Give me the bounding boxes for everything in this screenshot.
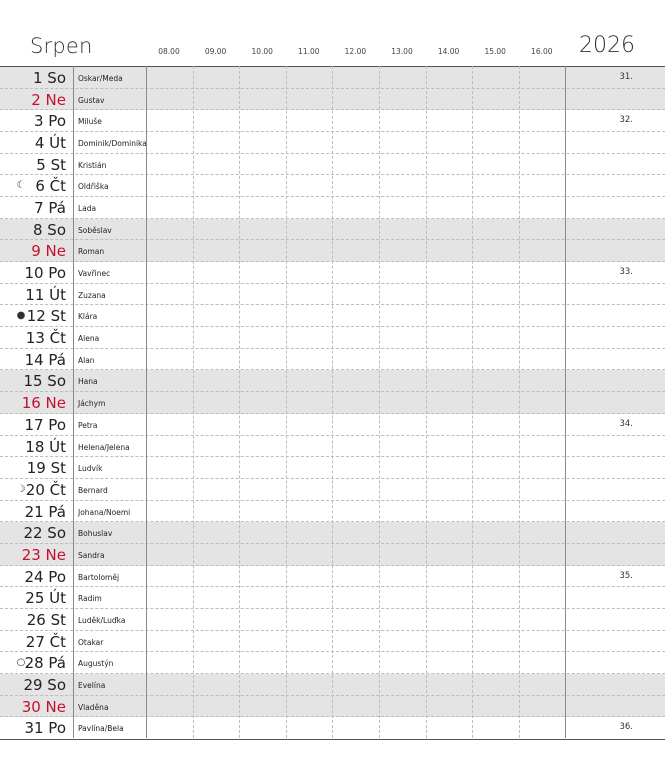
name-day: Johana/Noemi — [78, 507, 131, 517]
name-day: Augustýn — [78, 659, 114, 669]
name-day: Hana — [78, 377, 98, 387]
hour-label: 11.00 — [298, 47, 320, 56]
grid-column-line — [239, 66, 240, 738]
day-label: 6 Čt — [35, 177, 66, 196]
name-day: Otakar — [78, 637, 104, 647]
name-day: Miluše — [78, 117, 102, 127]
grid-column-line — [146, 66, 147, 738]
moon-phase-icon: ☾ — [16, 180, 26, 192]
name-day: Bartoloměj — [78, 572, 120, 582]
moon-phase-icon: ● — [16, 310, 26, 322]
grid-column-line — [565, 66, 566, 738]
hour-label: 10.00 — [251, 47, 273, 56]
week-number: 32. — [619, 115, 633, 126]
day-label: 12 St — [26, 307, 66, 326]
name-day: Vavřinec — [78, 269, 111, 279]
name-day: Ludvík — [78, 464, 103, 474]
day-label: 8 So — [32, 220, 66, 239]
name-day: Helena/Jelena — [78, 442, 130, 452]
hour-label: 12.00 — [344, 47, 367, 56]
day-label: 11 Út — [25, 285, 66, 304]
name-day: Alan — [78, 355, 95, 365]
name-day: Alena — [78, 334, 100, 344]
day-label: 29 So — [23, 675, 66, 694]
name-day: Bohuslav — [78, 529, 113, 539]
hour-label: 13.00 — [391, 47, 413, 56]
day-label: 5 St — [36, 155, 66, 174]
name-day: Sandra — [78, 550, 105, 560]
day-label: 10 Po — [24, 264, 66, 283]
name-day: Bernard — [78, 485, 108, 495]
day-label: 27 Čt — [25, 632, 66, 651]
week-number: 33. — [619, 267, 633, 278]
day-label: 23 Ne — [21, 545, 66, 564]
grid-column-line — [379, 66, 380, 738]
moon-phase-icon: ☽ — [16, 483, 26, 495]
day-label: 17 Po — [24, 415, 66, 434]
day-label: 25 Út — [25, 589, 66, 608]
calendar-header — [0, 0, 665, 66]
day-label: 30 Ne — [21, 697, 66, 716]
day-label: 18 Út — [25, 437, 66, 456]
name-day: Jáchym — [78, 399, 106, 409]
grid-column-line — [472, 66, 473, 738]
moon-phase-icon: ○ — [16, 657, 26, 669]
name-day: Klára — [78, 312, 98, 322]
hour-label: 14.00 — [437, 47, 460, 56]
day-label: 21 Pá — [24, 502, 66, 521]
day-label: 3 Po — [34, 112, 66, 131]
grid-column-line — [332, 66, 333, 738]
hour-label: 15.00 — [484, 47, 506, 56]
day-label: 28 Pá — [24, 654, 66, 673]
day-label: 24 Po — [24, 567, 66, 586]
day-label: 19 St — [26, 459, 66, 478]
name-day: Soběslav — [78, 225, 112, 235]
name-day: Vladěna — [78, 702, 109, 712]
year-title: 2026 — [579, 33, 635, 58]
name-day: Oskar/Meda — [78, 74, 123, 83]
name-day: Petra — [78, 420, 98, 430]
name-day: Zuzana — [78, 290, 106, 300]
hour-label: 08.00 — [158, 47, 180, 56]
day-label: 2 Ne — [31, 90, 66, 109]
day-label: 31 Po — [24, 719, 66, 738]
day-label: 20 Čt — [25, 480, 66, 499]
name-day: Pavlína/Bela — [78, 724, 124, 734]
name-day: Lada — [78, 204, 97, 214]
name-day: Gustav — [78, 95, 105, 105]
hour-label: 16.00 — [531, 47, 553, 56]
day-label: 14 Pá — [24, 350, 66, 369]
day-label: 26 St — [26, 610, 66, 629]
name-day: Dominik/Dominika — [78, 139, 147, 149]
name-day: Radim — [78, 594, 102, 604]
grid-column-line — [193, 66, 194, 738]
grid-column-line — [519, 66, 520, 738]
week-number: 35. — [619, 570, 633, 581]
grid-column-line — [73, 66, 74, 738]
month-title: Srpen — [30, 34, 93, 58]
grid-column-line — [426, 66, 427, 738]
name-day: Oldřiška — [78, 182, 109, 192]
week-number: 34. — [619, 418, 633, 429]
name-day: Evelína — [78, 680, 106, 690]
name-day: Luděk/Luďka — [78, 615, 126, 625]
name-day: Kristián — [78, 160, 107, 170]
hour-label: 09.00 — [204, 47, 227, 56]
day-label: 4 Út — [34, 134, 66, 153]
day-label: 13 Čt — [25, 329, 66, 348]
name-day: Roman — [78, 247, 105, 257]
day-label: 7 Pá — [34, 199, 66, 218]
day-label: 22 So — [23, 524, 66, 543]
week-number: 36. — [619, 722, 633, 733]
week-number: 31. — [619, 72, 633, 82]
day-label: 15 So — [23, 372, 66, 391]
grid-column-line — [286, 66, 287, 738]
day-label: 9 Ne — [31, 242, 66, 261]
day-label: 1 So — [32, 69, 66, 87]
day-label: 16 Ne — [21, 394, 66, 413]
